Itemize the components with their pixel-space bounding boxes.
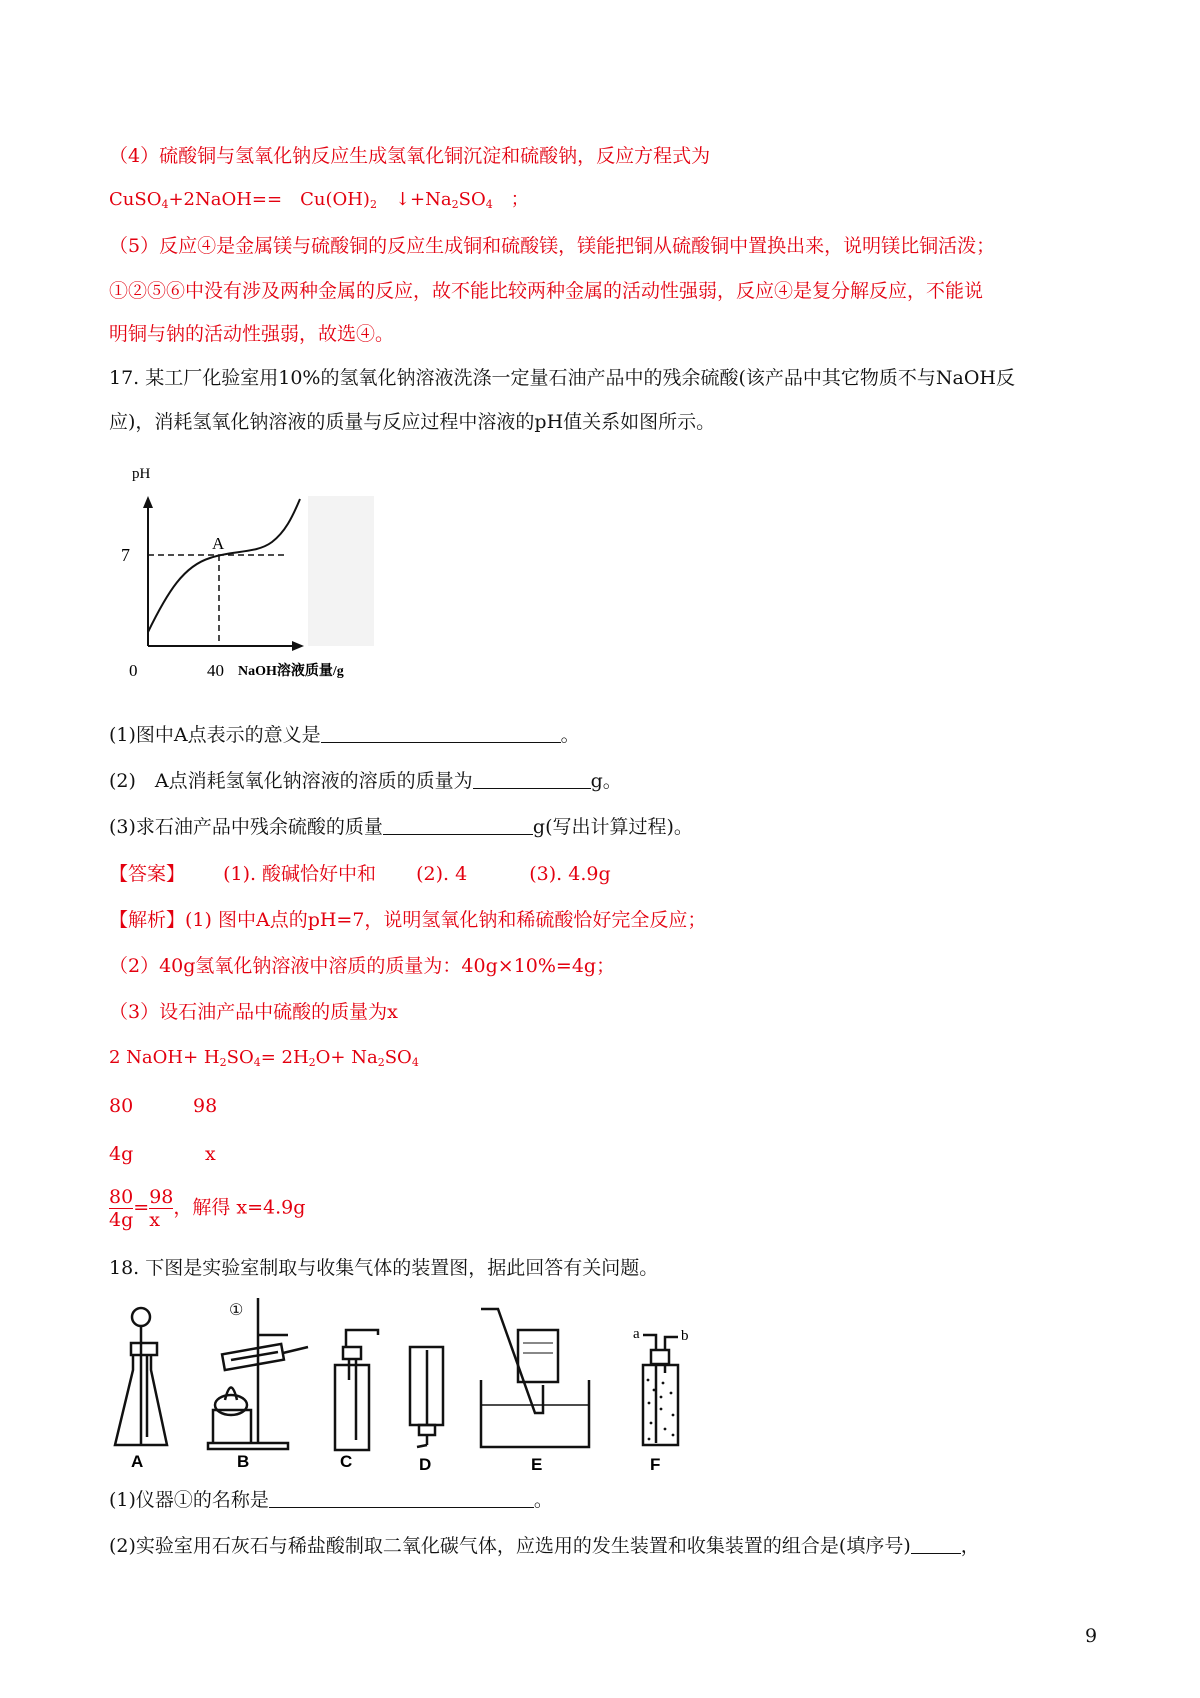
mass-x: x xyxy=(205,1143,216,1165)
answer-blank-4[interactable] xyxy=(269,1489,534,1508)
answer-blank-3[interactable] xyxy=(383,816,533,835)
label-e: E xyxy=(531,1455,543,1474)
y-axis-arrow xyxy=(143,496,153,508)
apparatus-a xyxy=(115,1308,167,1445)
analysis-line2: （2）40g氢氧化钠溶液中溶质的质量为：40g×10%=4g； xyxy=(109,955,616,977)
analysis-line1: 【解析】(1) 图中A点的pH=7，说明氢氧化钠和稀硫酸恰好完全反应； xyxy=(109,909,707,931)
question-17-line1: 17. 某工厂化验室用10%的氢氧化钠溶液洗涤一定量石油产品中的残余硫酸(该产品中其它物质不与NaOH反 xyxy=(109,367,1015,389)
question-18-sub2: (2)实验室用石灰石与稀盐酸制取二氧化碳气体，应选用的发生装置和收集装置的组合是(填序号) ， xyxy=(109,1535,980,1557)
answer-blank-1[interactable] xyxy=(321,724,561,743)
apparatus-c xyxy=(335,1330,378,1450)
answer-line xyxy=(109,862,611,886)
page-number: 9 xyxy=(1085,1625,1098,1647)
label-f: F xyxy=(650,1455,661,1474)
equation-cuso4: CuSO$_4$+2NaOH== $Cu(OH)_2$ $↓+Na_2SO_4$ ； xyxy=(109,189,529,211)
analysis-equation: 2 NaOH+ $H_2SO_4= 2H_2O+ Na_2SO_4$ xyxy=(109,1047,419,1069)
label-b: B xyxy=(237,1452,250,1471)
proportion-equation: $\frac{80}{4g}$ = $\frac{98}{x}$ ，解得 x=4.9g xyxy=(109,1186,306,1231)
x-axis-arrow xyxy=(292,641,304,651)
apparatus-f xyxy=(643,1335,678,1445)
answer-part4-text: （4）硫酸铜与氢氧化钠反应生成氢氧化铜沉淀和硫酸钠，反应方程式为 xyxy=(109,145,711,167)
answer-blank-2[interactable] xyxy=(473,770,591,789)
label-d: D xyxy=(419,1455,432,1474)
answer-part5-line1: （5）反应④是金属镁与硫酸铜的反应生成铜和硫酸镁，镁能把铜从硫酸铜中置换出来，说明镁比铜活泼； xyxy=(109,235,996,257)
apparatus-e xyxy=(481,1309,589,1447)
y-tick-7: 7 xyxy=(121,545,130,565)
apparatus-d xyxy=(410,1347,443,1447)
label-a: A xyxy=(131,1452,144,1471)
molar-mass-naoh: 80 xyxy=(109,1095,134,1117)
x-axis-label: NaOH溶液质量/g xyxy=(238,664,344,679)
answer-part5-line3: 明铜与钠的活动性强弱，故选④。 xyxy=(109,323,395,345)
gas-bottle-dots xyxy=(647,1379,675,1441)
apparatus-b xyxy=(208,1298,308,1449)
question-17-line2: 应)，消耗氢氧化钠溶液的质量与反应过程中溶液的pH值关系如图所示。 xyxy=(109,411,716,433)
circle-one-marker: ① xyxy=(229,1302,244,1319)
x-tick-40: 40 xyxy=(207,661,224,680)
port-b-label: b xyxy=(681,1328,689,1344)
chart-scan-shade xyxy=(308,496,374,646)
molar-mass-h2so4: 98 xyxy=(193,1095,218,1117)
point-a-label: A xyxy=(212,534,225,553)
question-18-sub1: (1)仪器①的名称是 。 xyxy=(109,1489,553,1511)
mass-naoh: 4g xyxy=(109,1143,134,1165)
question-17-sub3: (3)求石油产品中残余硫酸的质量 g(写出计算过程)。 xyxy=(109,816,693,838)
y-axis-label: pH xyxy=(132,466,151,482)
answer-3: (3). 4.9g xyxy=(529,863,611,885)
answer-part5-line2: ①②⑤⑥中没有涉及两种金属的反应，故不能比较两种金属的活动性强弱，反应④是复分解反应，不能说 xyxy=(109,280,984,302)
result-text: ，解得 x=4.9g xyxy=(173,1196,306,1219)
question-18-line1: 18. 下图是实验室制取与收集气体的装置图，据此回答有关问题。 xyxy=(109,1257,659,1279)
answer-blank-5[interactable] xyxy=(911,1535,961,1554)
answer-1: (1). 酸碱恰好中和 xyxy=(223,863,377,885)
answer-2: (2). 4 xyxy=(416,863,468,885)
answer-label: 【答案】 xyxy=(109,863,186,885)
port-a-label: a xyxy=(633,1326,640,1342)
label-c: C xyxy=(340,1452,353,1471)
ph-chart xyxy=(121,466,380,696)
ph-curve xyxy=(148,499,300,632)
fraction-right: $\frac{98}{x}$ xyxy=(149,1186,174,1231)
analysis-label: 【解析】 xyxy=(109,909,186,931)
apparatus-figure xyxy=(113,1295,773,1475)
analysis-line3: （3）设石油产品中硫酸的质量为x xyxy=(109,1001,398,1023)
question-17-sub2: (2) A点消耗氢氧化钠溶液的溶质的质量为 g。 xyxy=(109,770,622,792)
fraction-left: $\frac{80}{4g}$ xyxy=(109,1186,134,1231)
question-17-sub1: (1)图中A点表示的意义是 。 xyxy=(109,724,580,746)
x-tick-0: 0 xyxy=(129,661,138,680)
